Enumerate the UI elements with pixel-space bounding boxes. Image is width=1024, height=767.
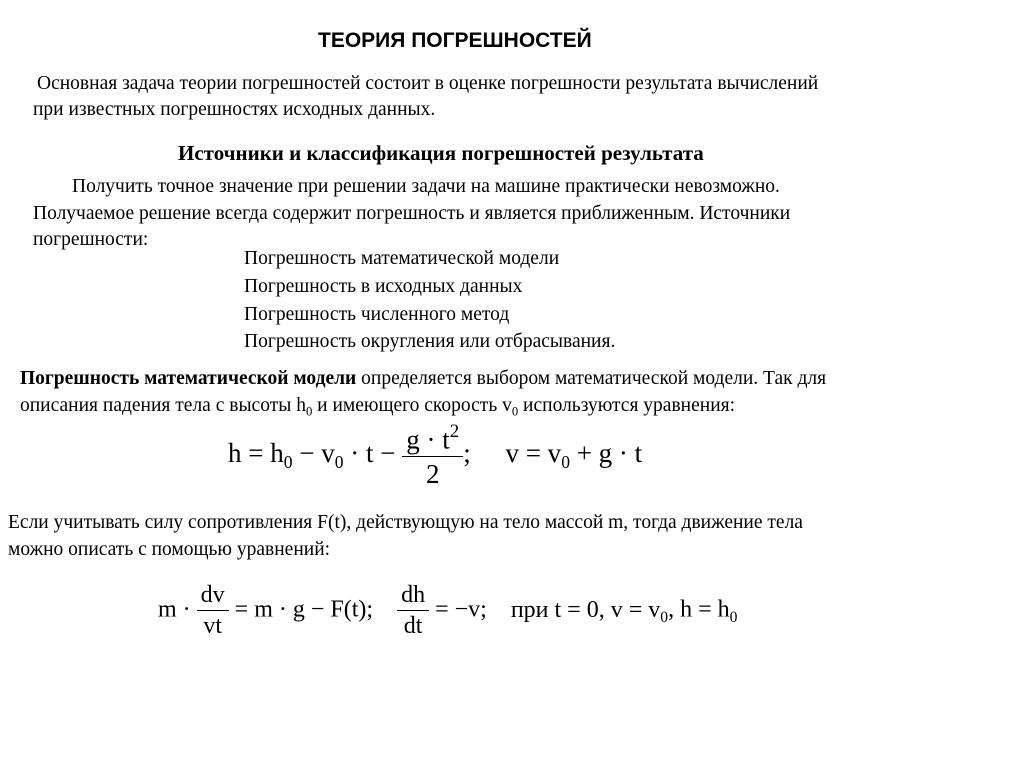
- subscript: 0: [305, 404, 313, 419]
- model-para-line-1: [20, 366, 826, 392]
- model-term-bold: Погрешность математической модели: [20, 368, 357, 389]
- subscript: 0: [283, 452, 293, 473]
- list-item: Погрешность численного метод: [244, 304, 510, 325]
- subscript: 0: [561, 452, 570, 473]
- model-para-line-2: [20, 393, 735, 424]
- eq1-rhs: v = v: [505, 437, 562, 468]
- eq1-num-text: g · t: [406, 424, 450, 455]
- model-para-text-b: и имеющего скорость v: [312, 395, 512, 416]
- resistance-line-2: можно описать с помощью уравнений:: [8, 539, 331, 560]
- list-item: Погрешность округления или отбрасывания.: [244, 331, 616, 352]
- model-para-text-c: используются уравнения:: [518, 395, 736, 416]
- eq1-fraction-numerator: [402, 421, 463, 457]
- eq2-m: m ·: [158, 596, 191, 623]
- eq1-fraction: [402, 421, 463, 490]
- subscript: 0: [511, 404, 519, 419]
- eq2-second-rest: = −v;: [435, 596, 487, 623]
- sources-line-3: погрешности:: [33, 229, 149, 250]
- subscript: 0: [729, 608, 738, 626]
- eq2-fraction-dv-numerator: dv: [197, 582, 229, 611]
- sources-line-1: Получить точное значение при решении задачи на машине практически невозможно.: [72, 176, 780, 197]
- eq2-condition-rest: , h = h: [668, 596, 730, 623]
- intro-line-1: Основная задача теории погрешностей состоит в оценке погрешности результата вычислений: [37, 73, 819, 94]
- resistance-line-1: Если учитывать силу сопротивления F(t), действующую на тело массой m, тогда движение тела: [8, 512, 803, 533]
- eq2-fraction-dh: [397, 582, 429, 640]
- equation-resistance: [158, 582, 737, 640]
- eq1-rhs-rest: + g · t: [569, 437, 643, 468]
- section-heading: Источники и классификация погрешностей результата: [178, 141, 704, 165]
- eq2-fraction-dv-denominator: vt: [203, 613, 222, 639]
- subscript: 0: [334, 452, 344, 473]
- eq1-fraction-denominator: 2: [425, 459, 440, 490]
- equation-fall: [228, 421, 642, 490]
- sources-line-2: Получаемое решение всегда содержит погрешность и является приближенным. Источники: [33, 203, 791, 224]
- eq1-mid: − v: [292, 437, 335, 468]
- model-para-text-a: описания падения тела с высоты h: [20, 395, 306, 416]
- eq1-lhs: h = h: [228, 437, 284, 468]
- eq2-fraction-dh-numerator: dh: [397, 582, 429, 611]
- superscript: 2: [449, 421, 460, 442]
- list-item: Погрешность в исходных данных: [244, 276, 523, 297]
- eq2-fraction-dv: [197, 582, 229, 640]
- eq1-separator: ;: [463, 437, 471, 468]
- eq2-condition: при t = 0, v = v: [510, 596, 661, 623]
- eq2-first-rest: = m · g − F(t);: [234, 596, 374, 623]
- intro-line-2: при известных погрешностях исходных данных.: [33, 99, 436, 120]
- page-title: ТЕОРИЯ ПОГРЕШНОСТЕЙ: [318, 29, 592, 52]
- list-item: Погрешность математической модели: [244, 248, 560, 269]
- eq2-fraction-dh-denominator: dt: [403, 613, 423, 639]
- model-para-line-1-rest: определяется выбором математической модели. Так для: [356, 368, 827, 389]
- eq1-after: · t −: [343, 437, 396, 468]
- subscript: 0: [660, 608, 669, 626]
